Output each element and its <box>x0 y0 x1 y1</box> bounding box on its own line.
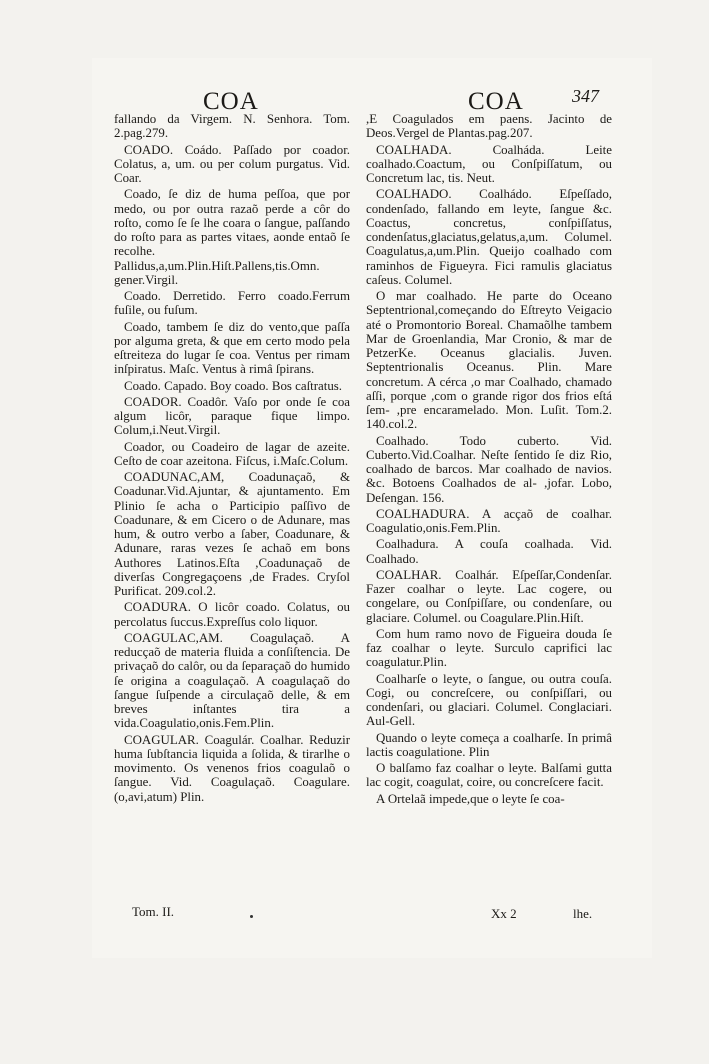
entry-paragraph: Coado. Derretido. Ferro coado.Ferrum fuſile, ou fuſum. <box>114 289 350 318</box>
entry-paragraph: Coado, ſe diz de huma peſſoa, que por medo, ou por outra razaõ perde a côr do roſto, como ſe ſe lhe coara o ſangue, paſſando do roſto para as partes vitaes, aonde entaõ ſe recolhe. Pallidus,a,um.Plin.Hiſt.Pallens,tis.Omn. gener.Virgil. <box>114 187 350 287</box>
entry-paragraph: COADO. Coádo. Paſſado por coador. Colatus, a, um. ou per colum purgatus. Vid. Coar. <box>114 142 350 185</box>
entry-paragraph: O balſamo faz coalhar o leyte. Balſami gutta lac cogit, coagulat, coire, ou concreſcere facit. <box>366 761 612 790</box>
entry-paragraph: COALHADA. Coalháda. Leite coalhado.Coactum, ou Conſpiſſatum, ou Concretum lac, tis. Neut. <box>366 142 612 185</box>
entry-paragraph: fallando da Virgem. N. Senhora. Tom. 2.pag.279. <box>114 112 350 141</box>
entry-paragraph: COADOR. Coadôr. Vaſo por onde ſe coa algum licôr, paraque fique limpo. Colum,i.Neut.Virgil. <box>114 394 350 438</box>
volume-footer: Tom. II. <box>132 904 175 919</box>
entry-paragraph: Quando o leyte começa a coalharſe. In primâ lactis coagulatione. Plin <box>366 730 612 759</box>
left-column <box>114 112 350 806</box>
entry-paragraph: Coalhado. Todo cuberto. Vid. Cuberto.Vid.Coalhar. Neſte ſentido ſe diz Rio, coalhado de barcos. Mar coalhado de navios. &c. Botoens Coalhados de al- ,jofar. Lobo, Deſengan. 156. <box>366 433 612 505</box>
entry-paragraph: Coador, ou Coadeiro de lagar de azeite. Ceſto de coar azeitona. Fiſcus, i.Maſc.Colum. <box>114 439 350 468</box>
entry-paragraph: COALHADO. Coalhádo. Eſpeſſado, condenſado, fallando em leyte, ſangue &c. Coactus, concretus, conſpiſſatus, condenſatus,glaciatus,gelatus,a,um. Columel. Coagulatus,a,um.Plin. Queijo coalhado com raminhos de Figueyra. Fici ramulis glaciatus caſeus. Columel. <box>366 187 612 287</box>
entry-paragraph: A Ortelaã impede,que o leyte ſe coa- <box>376 791 565 806</box>
entry-paragraph: ,E Coagulados em paens. Jacinto de Deos.Vergel de Plantas.pag.207. <box>366 112 612 141</box>
page-number: 347 <box>572 86 599 106</box>
entry-paragraph: COAGULAR. Coagulár. Coalhar. Reduzir huma ſubſtancia liquida a ſolida, & tirarlhe o movimento. Os venenos frios coagulaõ o ſangue. Vid. Coagulaçaõ. Coagulare. (o,avi,atum) Plin. <box>114 732 350 804</box>
right-running-head: COA <box>468 88 524 115</box>
left-running-head: COA <box>203 88 259 115</box>
entry-paragraph: COAGULAC,AM. Coagulaçaõ. A reducçaõ de materia fluida a conſiſtencia. De privaçaõ do calôr, ou da ſeparaçaõ do humido ſe origina a coagulaçaõ. A coagulaçaõ do ſangue ſuſpende a circulaçaõ delle, & em breves inſtantes tira a vida.Coagulatio,onis.Fem.Plin. <box>114 630 350 731</box>
entry-paragraph: Coalhadura. A couſa coalhada. Vid. Coalhado. <box>366 537 612 566</box>
entry-paragraph: Coalharſe o leyte, o ſangue, ou outra couſa. Cogi, ou concreſcere, ou conſpiſſari, ou condenſari, ou glaciari. Columel. Conglaciari. Aul-Gell. <box>366 671 612 729</box>
entry-paragraph: Coado. Capado. Boy coado. Bos caſtratus. <box>124 378 343 393</box>
ink-dot <box>250 915 253 918</box>
entry-paragraph: O mar coalhado. He parte do Oceano Septentrional,começando do Eſtreyto Veigacio até o Promontorio Boreal. Chamaõlhe tambem Mar de Groenlandia, Mar Cronio, & mar de PetzerKe. Oceanus glacialis. Juven. Septentrionalis Oceanus. Plin. Mare concretum. A cérca ,o mar Coalhado, chamado aſſi, porque ,com o grande rigor dos frios eſtá ſem- ,pre encaramelado. Mon. Luſit. Tom.2. 140.col.2. <box>366 289 612 432</box>
entry-paragraph: COALHAR. Coalhár. Eſpeſſar,Condenſar. Fazer coalhar o leyte. Lac cogere, ou congelare, ou Conſpiſſare, ou condenſare, ou glaciare. Columel. ou Coagulare.Plin.Hiſt. <box>366 567 612 625</box>
entry-paragraph: COADUNAC,AM, Coadunaçaõ, & Coadunar.Vid.Ajuntar, & ajuntamento. Em Plinio ſe acha o Participio paſſivo de Coadunare, & em Cicero o de Adunare, mas hum, & outro verbo a ſaber, Coadunare, & Adunare, raras vezes ſe achaõ em bons Authores Latinos.Eſta ,Coadunaçaõ de diverſas Congregaçoens ,de Frades. Cryſol Purificat. 209.col.2. <box>114 470 350 598</box>
right-column <box>366 112 612 808</box>
entry-paragraph: Com hum ramo novo de Figueira douda ſe faz coalhar o leyte. Surculo caprifici lac coagulatur.Plin. <box>366 626 612 670</box>
entry-paragraph: COALHADURA. A acçaõ de coalhar. Coagulatio,onis.Fem.Plin. <box>366 506 612 535</box>
entry-paragraph: COADURA. O licôr coado. Colatus, ou percolatus ſuccus.Expreſſus colo liquor. <box>114 600 350 629</box>
entry-paragraph: Coado, tambem ſe diz do vento,que paſſa por alguma greta, & que em certo modo pela eſtreiteza do lugar ſe coa. Ventus per rimam inſpiratus. Maſc. Ventus à rimâ ſpirans. <box>114 319 350 377</box>
signature-mark: Xx 2 <box>491 906 517 921</box>
catchword: lhe. <box>573 906 593 921</box>
